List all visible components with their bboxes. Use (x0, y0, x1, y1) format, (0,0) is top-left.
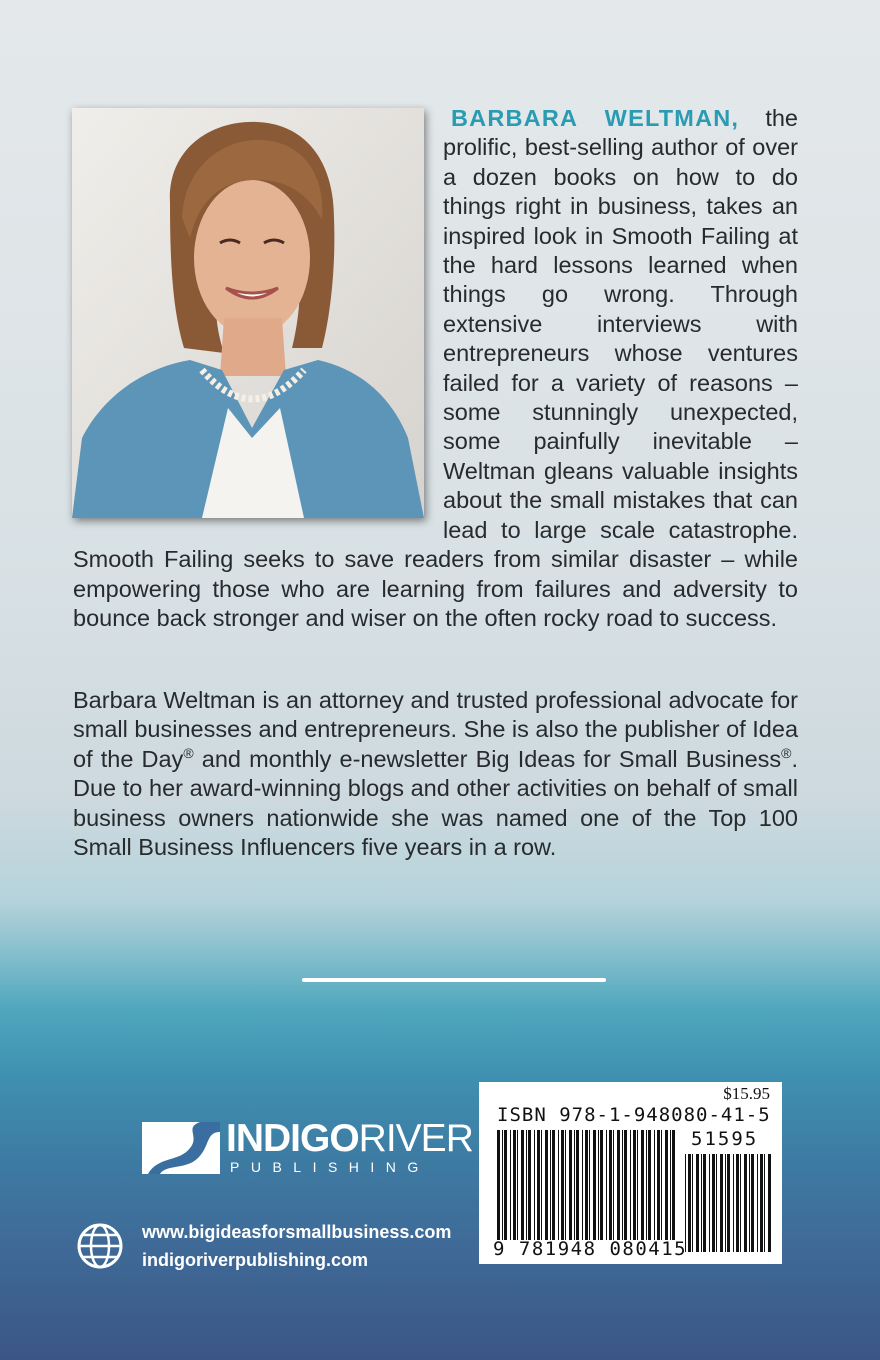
publisher-brand (226, 1119, 473, 1159)
barcode-bars-icon (479, 1082, 782, 1264)
divider-line (302, 978, 606, 982)
author-blurb (73, 104, 798, 633)
website-link-2[interactable]: indigoriverpublishing.com (142, 1250, 369, 1270)
brand-river: RIVER (358, 1117, 473, 1160)
brand-indigo: INDIGO (226, 1117, 359, 1160)
bio-part-2: and monthly e-newsletter Big Ideas for Small Business (193, 745, 782, 772)
price-code: 51595 (691, 1128, 759, 1150)
isbn-barcode (479, 1082, 782, 1264)
publisher-sub: PUBLISHING (230, 1159, 430, 1175)
blurb-text: the prolific, best-selling author of over a dozen books on how to do things right in business, takes an inspired look in Smooth Failing at the hard lessons learned when things go wrong. Through extensive interviews with entrepreneurs whose ventures failed for a variety of reasons – some stunningly unexpected, some painfully inevitable – Weltman gleans valuable insights about the small mistakes that can lead to large scale catastrophe. Smooth Failing seeks to save readers from similar disaster – while empowering those who are learning from failures and adversity to bounce back stronger and wiser on the often rocky road to success. (73, 105, 798, 631)
author-name: BARBARA WELTMAN, (451, 105, 740, 131)
website-links (142, 1218, 451, 1274)
bio-part-1: Barbara Weltman is an attorney and trusted professional advocate for small businesses and entrepreneurs. She is also the publisher of Idea of the Day (73, 687, 799, 772)
globe-icon (76, 1222, 124, 1270)
river-logo-icon (140, 1118, 224, 1176)
registered-mark: ® (781, 744, 792, 761)
bio-part-3: . Due to her award-winning blogs and other activities on behalf of small business owners nationwide she was named one of the Top 100 Small Business Influencers five years in a row. (73, 745, 798, 861)
publisher-logo (140, 1117, 473, 1178)
isbn-text: ISBN 978-1-948080-41-5 (497, 1104, 771, 1126)
website-link-1[interactable]: www.bigideasforsmallbusiness.com (142, 1222, 452, 1242)
author-bio (73, 686, 798, 862)
ean-number: 9 781948 080415 (493, 1238, 688, 1260)
price-label: $15.95 (723, 1084, 770, 1103)
registered-mark: ® (183, 744, 194, 761)
